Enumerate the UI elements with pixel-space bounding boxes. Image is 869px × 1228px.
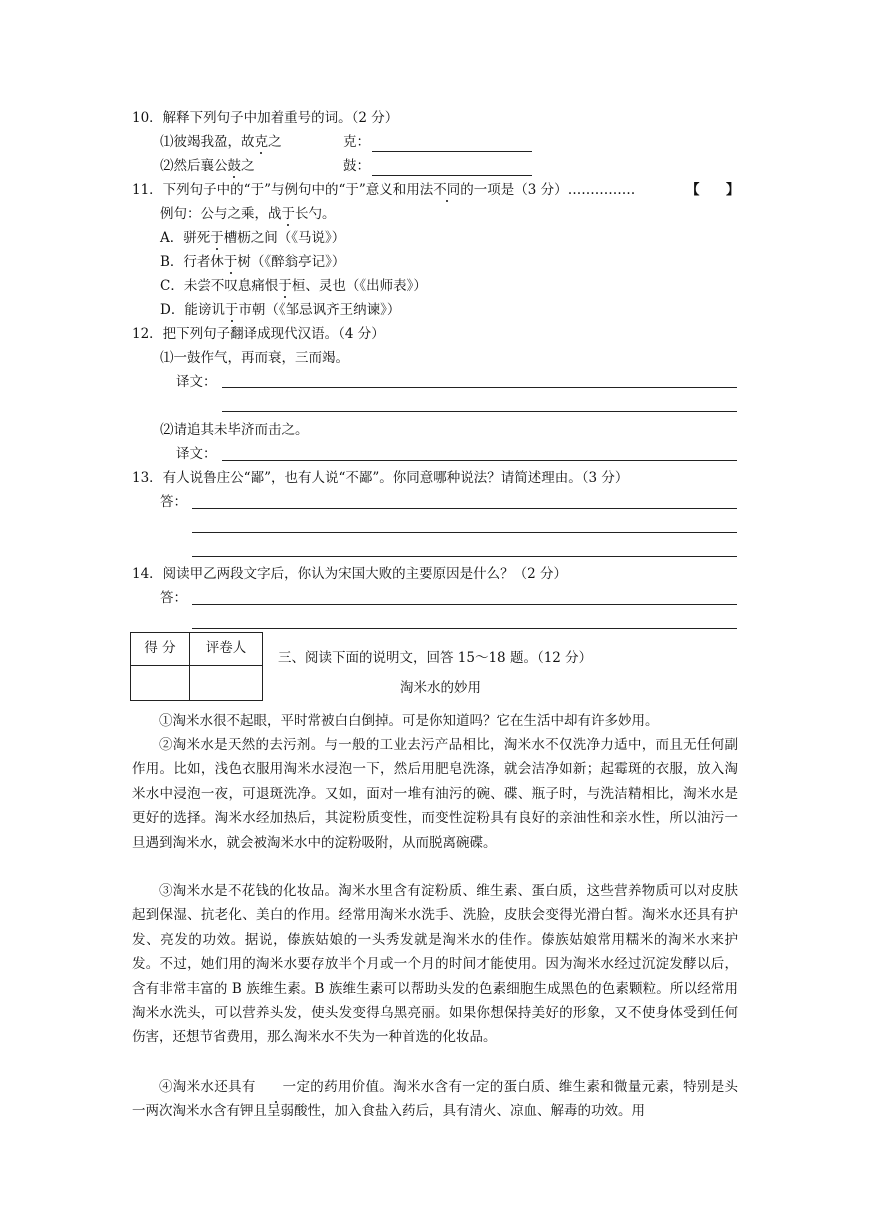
q10-item2-answer-line[interactable] (372, 175, 532, 176)
section-3-heading: 三、阅读下面的说明文，回答 15～18 题。（12 分） (278, 650, 593, 666)
q10-item2-sentence: ⑵然后襄公鼓之 (160, 158, 255, 174)
q13-answer-label: 答： (160, 494, 187, 510)
q10-item2-label: 鼓： (343, 158, 370, 174)
q11-option-d: D．能谤讥于市朝（《邹忌讽齐王纳谏》） (160, 302, 401, 318)
q13-stem: 13．有人说鲁庄公“鄙”，也有人说“不鄙”。你同意哪种说法？请简述理由。（3 分） (132, 470, 629, 486)
q11-option-a: A．骈死于槽枥之间（《马说》） (160, 230, 346, 246)
q12-translation-label-1: 译文： (176, 374, 217, 390)
q11-option-b: B．行者休于树（《醉翁亭记》） (160, 254, 346, 270)
emphasis-dot-char: 于 (210, 230, 224, 246)
q10-stem: 10．解释下列句子中加着重号的词。（2 分） (132, 110, 399, 126)
q14-stem: 14．阅读甲乙两段文字后，你认为宋国大败的主要原因是什么？（2 分） (132, 566, 568, 582)
q10-item1-label: 克： (343, 134, 370, 150)
q12-stem: 12．把下列句子翻译成现代汉语。（4 分） (132, 326, 385, 342)
emphasis-dot-char: 于 (281, 206, 295, 222)
q13-answer-line-3[interactable] (192, 556, 737, 557)
q11-example: 例句：公与之乘，战于长勺。 (160, 206, 336, 222)
emphasis-dot-char: 一 (256, 1075, 297, 1099)
q12-translation-label-2: 译文： (176, 446, 217, 462)
q12-sentence-2: ⑵请追其未毕济而击之。 (160, 422, 309, 438)
emphasis-dot-char: 不同 (433, 182, 461, 198)
answer-bracket-open: 【 (686, 182, 700, 198)
article-paragraph-1: ①淘米水很不起眼，平时常被白白倒掉。可是你知道吗？它在生活中却有许多妙用。 (159, 713, 659, 729)
q11-option-c: C．未尝不叹息痛恨于桓、灵也（《出师表》） (160, 278, 427, 294)
score-box-cell-score[interactable] (131, 666, 190, 701)
q14-answer-line-2[interactable] (192, 628, 737, 629)
article-paragraph-4: ④淘米水还具有 一定的药用价值。淘米水含有一定的蛋白质、维生素和微量元素，特别是头一两次淘米水含有钾且呈弱酸性，加入食盐入药后，具有清火、凉血、解毒的功效。用 (132, 1075, 738, 1124)
article-paragraph-3: ③淘米水是不花钱的化妆品。淘米水里含有淀粉质、维生素、蛋白质，这些营养物质可以对皮肤起到保湿、抗老化、美白的作用。经常用淘米水洗手、洗脸，皮肤会变得光滑白皙。淘米水还具有护发、亮发的功效。据说，傣族姑娘的一头秀发就是淘米水的佳作。傣族姑娘常用糯米的淘米水来护发。不过，她们用的淘米水要存放半个月或一个月的时间才能使用。因为淘米水经过沉淀发酵以后，含有非常丰富的 B 族维生素。B 族维生素可以帮助头发的色素细胞生成黑色的色素颗粒。所以经常用淘米水洗头，可以营养头发，使头发变得乌黑亮丽。如果你想保持美好的形象，又不使身体受到任何伤害，还想节省费用，那么淘米水不失为一种首选的化妆品。 (132, 883, 738, 1046)
score-box-cell-grader[interactable] (190, 666, 263, 701)
q11-stem: 11．下列句子中的“于”与例句中的“于”意义和用法不同的一项是（3 分）…………… (132, 182, 636, 198)
q10-item1-sentence: ⑴彼竭我盈，故克之 (160, 134, 282, 150)
q12-answer-line-2[interactable] (222, 460, 737, 461)
q12-answer-line-1a[interactable] (222, 387, 737, 388)
q13-answer-line-1[interactable] (192, 508, 737, 509)
emphasis-dot-char: 于 (223, 254, 238, 270)
article-title: 淘米水的妙用 (400, 680, 481, 696)
emphasis-dot-char: 鼓 (227, 158, 241, 174)
q13-answer-line-2[interactable] (192, 532, 737, 533)
dot-leader: …………… (567, 182, 636, 198)
q12-sentence-1: ⑴一鼓作气，再而衰，三而竭。 (160, 350, 349, 366)
q14-answer-label: 答： (160, 590, 187, 606)
emphasis-dot-char: 于 (224, 302, 239, 318)
score-box-header-score: 得 分 (131, 633, 190, 666)
answer-bracket-close: 】 (726, 182, 740, 198)
q14-answer-line-1[interactable] (192, 604, 737, 605)
emphasis-dot-char: 于 (278, 278, 292, 294)
article-paragraph-2: ②淘米水是天然的去污剂。与一般的工业去污产品相比，淘米水不仅洗净力适中，而且无任何副作用。比如，浅色衣服用淘米水浸泡一下，然后用肥皂洗涤，就会洁净如新；起霉斑的衣服，放入淘米水中浸泡一夜，可退斑洗净。又如，面对一堆有油污的碗、碟、瓶子时，与洗洁精相比，淘米水是更好的选择。淘米水经加热后，其淀粉质变性，而变性淀粉具有良好的亲油性和亲水性，所以油污一旦遇到淘米水，就会被淘米水中的淀粉吸附，从而脱离碗碟。 (132, 737, 738, 851)
q12-answer-line-1b[interactable] (222, 411, 737, 412)
score-box (130, 632, 263, 701)
q10-item1-answer-line[interactable] (372, 151, 532, 152)
emphasis-dot-char: 克 (254, 134, 268, 150)
score-box-header-grader: 评卷人 (190, 633, 263, 666)
